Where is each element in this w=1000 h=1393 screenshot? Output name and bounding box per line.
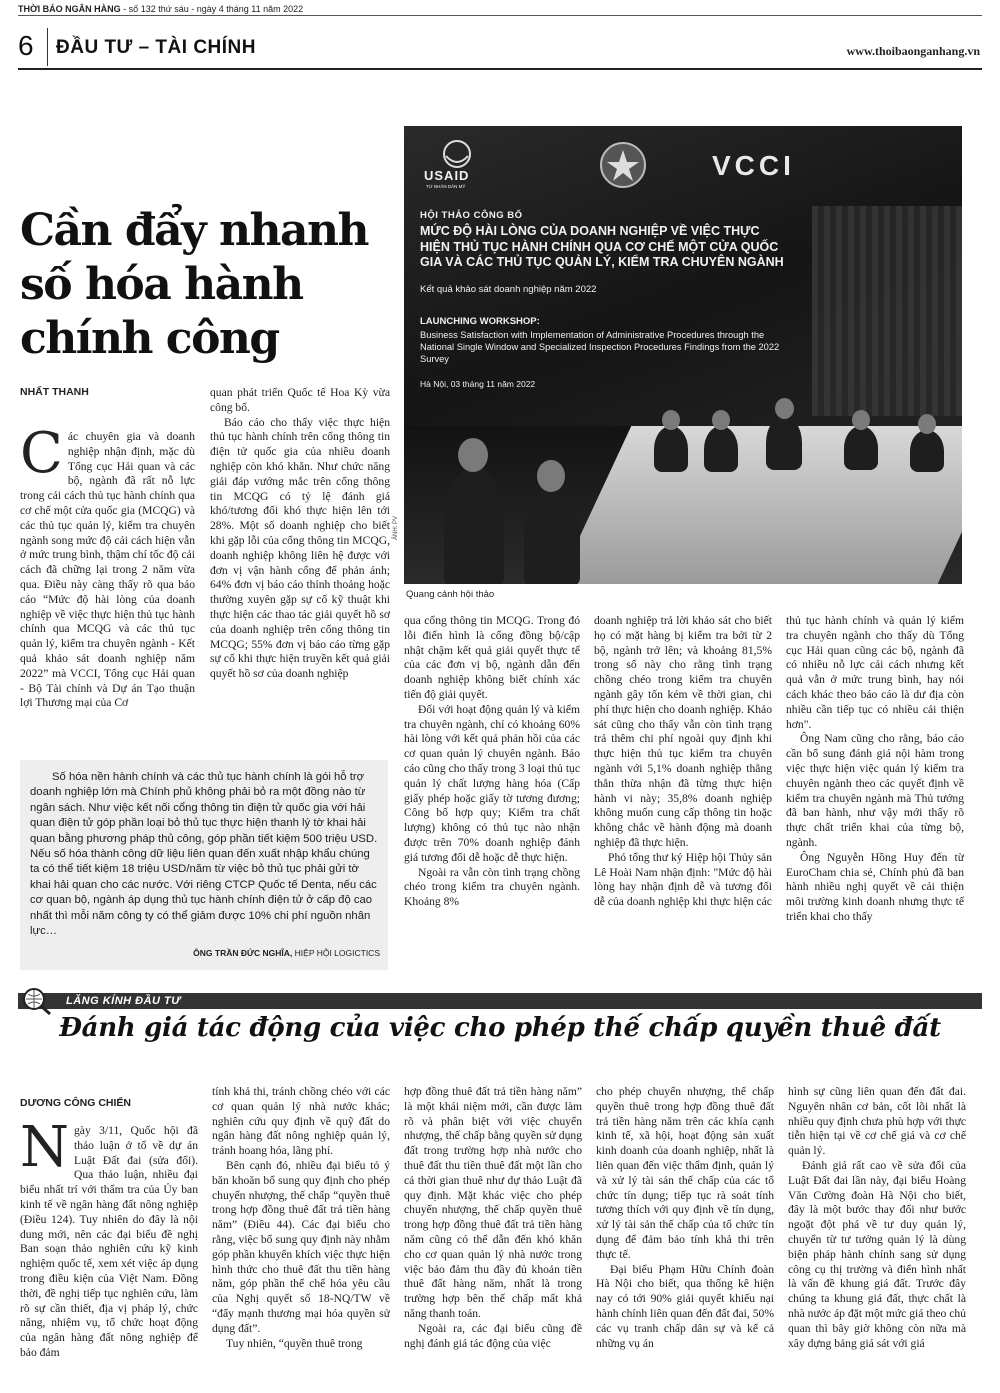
page-number: 6: [18, 30, 34, 61]
article2-column-2: [212, 1085, 390, 1393]
conference-table: [557, 426, 962, 584]
top-rule: [18, 15, 982, 16]
banner-title: MỨC ĐỘ HÀI LÒNG CỦA DOANH NGHIỆP VỀ VIỆC THỰC HIỆN THỦ TỤC HÀNH CHÍNH QUA CƠ CHẾ MỘT CỬA QUỐC GIA VÀ CÁC THỦ TỤC QUẢN LÝ, KIỂM TRA CHUYÊN NGÀNH: [420, 224, 784, 269]
site-url: www.thoibaonganhang.vn: [846, 44, 980, 58]
attendee-head: [712, 410, 730, 430]
article2-column-4: [596, 1085, 774, 1393]
photo-logos: [422, 138, 942, 193]
attendee: [910, 430, 944, 472]
photo-background: [812, 206, 962, 416]
attendee: [844, 426, 878, 470]
banner-launch: LAUNCHING WORKSHOP:: [420, 316, 540, 327]
article-column-2: [210, 386, 390, 746]
banner-date: Hà Nội, 03 tháng 11 năm 2022: [420, 379, 536, 389]
article2-column-3: [404, 1085, 582, 1393]
paragraph: gày 3/11, Quốc hội đã thảo luận ở tổ về dự án Luật Đất đai (sửa đổi). Qua thảo luận, nhiều đại biểu nhất trí với thẩm tra của Ủy ban kinh tế về ngân hàng đất nông nghiệp (Điều 124). Tuy nhiên do đây là nội dung mới, nên các đại biểu đề nghị Ban soạn thảo nghiên cứu kỹ kinh nghiệm quốc tế, xem xét việc áp dụng trong điều kiện của Việt Nam. Đồng thời, đề nghị tiếp tục nghiên cứu, làm rõ sự cần thiết, địa vị pháp lý, chức năng, nhiệm vụ, tổ chức hoạt động của ngân hàng đất nông nghiệp để bảo đảm: [20, 1124, 198, 1359]
attendee-head: [537, 460, 565, 492]
pull-quote-box: [20, 760, 388, 970]
article-column-1: [20, 430, 195, 746]
photo-caption: Quang cảnh hội thảo: [406, 589, 495, 600]
paragraph: qua cổng thông tin MCQG. Trong đó lỗi điển hình là cổng đồng bộ/cập nhật chậm kết quả giải quyết thực tế của các đơn vị bộ, ngành dẫn đến doanh nghiệp không biết chính xác tiến độ giải quyết.: [404, 614, 580, 701]
national-emblem-icon: [598, 140, 648, 190]
banner-english: Business Satisfaction with Implementation of Administrative Procedures through the National Single Window and Specialized Inspection Procedures Findings from the 2022 Survey: [420, 330, 780, 364]
paragraph: hợp đồng thuê đất trả tiền hàng năm” là một khái niệm mới, cần được làm rõ và phân biệt với việc chuyển nhượng, thế chấp bằng quyền sử dụng đất trong trường hợp nhà nước cho thuê đất thu tiền thuê đất một lần cho cả thời gian thuê như dự thảo Luật đã quy định. Mặt khác việc cho phép chuyển nhượng, thế chấp quyền thuê trong hợp đồng thuê đất trả tiền hàng năm cũng có thể dẫn đến khó khăn cho cơ quan quản lý nhà nước trong việc bảo đảm thu đầy đủ khoản tiền thuê đất hàng năm, nhất là trong trường hợp bên thế chấp mất khả năng thanh toán.: [404, 1085, 582, 1320]
article2-column-5: [788, 1085, 966, 1393]
paragraph: Ông Nguyễn Hồng Huy đến từ EuroCham chia sẻ, Chính phủ đã ban hành nhiều nghị quyết về cải thiện môi trường kinh doanh nhưng thực tế triển khai cho thấy: [786, 850, 964, 923]
photo-credit: ẢNH: PV: [393, 515, 399, 540]
paragraph: cho phép chuyển nhượng, thế chấp quyền thuê trong hợp đồng thuê đất trả tiền hàng năm trên các khía cạnh kinh tế, xã hội, hoạt động sản xuất kinh doanh của doanh nghiệp, nhất là liên quan đến việc thẩm định, quản lý và xử lý tài sản thế chấp của các tổ chức tín dụng; tiếp tục rà soát tính tương thích với quy định về tín dụng, xử lý tài sản thế chấp của tổ chức tín dụng để đảm bảo tính khả thi trên thực tế.: [596, 1085, 774, 1261]
dropcap: C: [20, 430, 63, 486]
dropcap: N: [20, 1124, 69, 1180]
paragraph: hình sự cũng liên quan đến đất đai. Nguyên nhân cơ bản, cốt lõi nhất là nhiều quy định chưa phù hợp với thực tiễn hiện tại về cơ chế giá và cơ chế quản lý.: [788, 1085, 966, 1158]
article-column-3: [404, 614, 580, 974]
paragraph: Đối với hoạt động quản lý và kiểm tra chuyên ngành, chỉ có khoảng 60% hài lòng với kết quả phản hồi của các cơ quan quản lý chuyên ngành. Báo cáo cũng cho thấy trong 3 loại thủ tục quản lý chất lượng hàng hóa (Cấp giấy phép hoặc giấy tờ tương đương; Công bố hợp quy; Kiểm tra chất lượng) không có thủ tục nào nhận được trên 70% doanh nghiệp đánh giá tương đối dễ hoặc dễ thực hiện.: [404, 702, 580, 864]
pull-quote-text: Số hóa nền hành chính và các thủ tục hành chính là gói hỗ trợ doanh nghiệp lớn mà Chính phủ không phải bỏ ra một đồng nào từ ngân sách. Như việc kết nối cổng thông tin điện tử quốc gia với hải quan điện tử góp phần loại bỏ thủ tục thực hiện thanh lý tờ khai hải quan bằng phương pháp thủ công, góp phần tiết kiệm 500 triệu USD. Nếu số hóa thành công dữ liệu liên quan đến xuất nhập khẩu chúng ta có thể tiết kiệm 18 triệu USD/năm từ việc bỏ thủ tục phải gửi tờ khai hải quan cho các nước. Với riêng CTCP Quốc tế Denta, nếu các cơ quan bộ, ngành áp dụng thủ tục hành chính điện tử ở cấp độ cao nhất thì mỗi năm công ty có thể giảm được 10% chi phí nguồn nhân lực…: [30, 771, 378, 938]
pull-quote-author-org: HIỆP HỘI LOGICTICS: [292, 948, 380, 958]
paragraph: ác chuyên gia và doanh nghiệp nhận định, mặc dù Tổng cục Hải quan và các bộ, ngành đã rất nỗ lực trong cải cách thủ tục hành chính qua cơ chế một cửa quốc gia (MCQG) và các thủ tục quản lý, kiểm tra chuyên ngành song mức độ cải cách hiện vẫn ở mức trung bình, thậm chí tốc độ cải cách đã chững lại trong 2 năm vừa qua. Điều này càng thấy rõ qua báo cáo “Mức độ hài lòng của doanh nghiệp về việc thực hiện thủ tục hành chính qua MCQG và các thủ tục quản lý, kiểm tra chuyên ngành - Kết quả khảo sát doanh nghiệp năm 2022” mà VCCI, Tổng cục Hải quan - Bộ Tài chính và Dự án Tạo thuận lợi Thương mại của Cơ: [20, 430, 195, 710]
article-byline: NHẤT THANH: [20, 386, 89, 398]
attendee-head: [852, 410, 870, 430]
article2-headline: Đánh giá tác động của việc cho phép thế chấp quyền thuê đất: [59, 1013, 941, 1043]
article-headline: Cần đẩy nhanh số hóa hành chính công: [20, 205, 368, 364]
attendee-head: [458, 438, 488, 472]
pull-quote-author: [193, 948, 380, 958]
banner-subtitle: Kết quả khảo sát doanh nghiệp năm 2022: [420, 284, 597, 295]
masthead-paper: THỜI BÁO NGÂN HÀNG: [18, 4, 121, 14]
paragraph: Phó tổng thư ký Hiệp hội Thủy sản Lê Hoài Nam nhận định: "Mức độ hài lòng hay nhận định dễ và tương đối dễ của doanh nghiệp khi thực hiện các: [594, 850, 772, 909]
section-band-label: LĂNG KÍNH ĐẦU TƯ: [66, 995, 181, 1007]
vcci-logo: VCCI: [712, 150, 795, 181]
paragraph: Ông Nam cũng cho rằng, báo cáo cần bổ sung đánh giá nội hàm trong việc thực hiện việc quản lý kiểm tra chuyên ngành theo các quyết định về kiểm tra chuyên ngành mà Thủ tướng đã ban hành, như vậy mới thấy rõ thực chất triển khai của từng bộ, ngành.: [786, 732, 964, 849]
article-column-4: [594, 614, 772, 974]
paragraph: Tuy nhiên, “quyền thuê trong: [226, 1336, 363, 1350]
attendee: [654, 426, 688, 472]
paragraph: Đánh giá rất cao về sửa đổi của Luật Đất đai lần này, đại biểu Hoàng Văn Cường đoàn Hà Nội cho biết, đây là một bước thay đổi như bước ngoặt đột phá về tư duy quản lý, chuyển từ tư tưởng quản lý là dùng biện pháp hành chính sang sử dụng công cụ thị trường và điển hình nhất là vấn đề khung giá đất. Trước đây chúng ta khung giá đất, thực chất là nhà nước áp đặt một mức giá theo chủ quan thì bây giờ không còn nữa mà xây dựng bảng giá sát với giá: [788, 1158, 966, 1350]
attendee: [766, 416, 802, 470]
attendee-head: [918, 414, 936, 434]
masthead: [18, 2, 980, 16]
paragraph: doanh nghiệp trả lời khảo sát cho biết họ có mặt hàng bị kiểm tra bởi từ 2 bộ, ngành trở lên; và khoảng 81,5% trong số này cho rằng tình trạng chồng chéo trong kiểm tra chuyên ngành gây tốn kém về thời gian, chi phí thực hiện cho doanh nghiệp. Khảo sát cũng cho thấy vẫn còn tình trạng trả thêm chi phí ngoài quy định khi thực hiện thủ tục kiểm tra chuyên ngành với 5,1% doanh nghiệp thẳng thắn thừa nhận đã từng thực hiện hành vi này; 35,8% doanh nghiệp không muốn cung cấp thông tin hoặc không chắc về hành động mà doanh nghiệp đã thực hiện.: [594, 614, 772, 849]
article2-column-1: [20, 1124, 198, 1393]
paragraph: Đại biểu Phạm Hữu Chính đoàn Hà Nội cho biết, qua thống kê hiện nay có tới 90% giải quyết khiếu nại hành chính liên quan đến đất đai, 50% các vụ tranh chấp dân sự và kể cả những vụ án: [596, 1262, 774, 1350]
section-title: ĐẦU TƯ – TÀI CHÍNH: [56, 37, 256, 58]
attendee-head: [662, 410, 680, 430]
paragraph: Báo cáo cho thấy việc thực hiện thủ tục hành chính trên cổng thông tin điện tử quốc gia của nhiều doanh nghiệp còn khó khăn. Như chức năng giải đáp vướng mắc trên cổng thông tin MCQG có tỷ lệ đánh giá khó/tương đối khó thực hiện lên tới 28%. Một số doanh nghiệp cho biết khi gặp lỗi của cổng thông tin MCQG, doanh nghiệp không liên hệ được với đơn vị vận hành cổng để phản ánh; 64% đơn vị báo cáo thỉnh thoảng hoặc thường xuyên gặp sự cố kỹ thuật khi thực hiện các thao tác giải quyết hồ sơ của doanh nghiệp trên cổng thông tin MCQG; 55% đơn vị báo cáo từng gặp sự cố khi thực hiện truyền kết quả giải quyết hồ sơ của doanh nghiệp: [210, 415, 390, 681]
paragraph: Ngoài ra, các đại biểu cũng đề nghị đánh giá tác động của việc: [404, 1321, 582, 1350]
conference-photo: [404, 126, 962, 584]
paragraph: tính khả thi, tránh chồng chéo với các cơ quan quản lý nhà nước khác; nghiên cứu quy định về quỹ đất do ngân hàng đất nông nghiệp quản lý, tránh hoang hóa, lãng phí.: [212, 1085, 390, 1158]
paragraph: Ngoài ra vẫn còn tình trạng chồng chéo trong kiểm tra chuyên ngành. Khoảng 8%: [404, 865, 580, 909]
attendee: [704, 426, 738, 472]
usaid-tagline: TỪ NHÂN DÂN MỸ: [426, 184, 466, 189]
article-column-5: [786, 614, 964, 974]
header-rule: [18, 68, 982, 70]
page-number-divider: [47, 28, 48, 66]
article2-byline: DƯƠNG CÔNG CHIẾN: [20, 1097, 132, 1109]
usaid-wordmark: USAID: [424, 168, 470, 183]
pull-quote-author-name: ÔNG TRẦN ĐỨC NGHĨA,: [193, 948, 293, 958]
attendee: [444, 466, 504, 584]
attendee-head: [775, 398, 794, 419]
paragraph: quan phát triển Quốc tế Hoa Kỳ vừa công bố.: [210, 386, 390, 414]
masthead-issue: - số 132 thứ sáu - ngày 4 tháng 11 năm 2022: [120, 4, 304, 14]
attendee: [524, 486, 580, 584]
paragraph: thủ tục hành chính và quản lý kiểm tra chuyên ngành cho thấy dù Tổng cục Hải quan cũng các bộ, ngành đã có nhiều nỗ lực cải cách nhưng kết quả vẫn ở mức trung bình, hay nói cách khác theo báo cáo là dư địa còn nhiều cần tiếp tục có nhiều cải thiện hơn".: [786, 614, 964, 731]
paragraph: Bên cạnh đó, nhiều đại biểu tỏ ý băn khoăn bổ sung quy định cho phép chuyển nhượng, thế chấp “quyền thuê trong hợp đồng thuê đất trả tiền hàng năm” (Điều 44). Các đại biểu cho rằng, việc bổ sung quy định này nhằm góp phần khuyến khích việc thực hiện hình thức cho thuê đất thu tiền hàng năm, góp phần thể chế hóa yêu cầu của Nghị quyết số 18-NQ/TW về “đẩy mạnh thương mại hóa quyền sử dụng đất”.: [212, 1158, 390, 1335]
banner-kicker: HỘI THẢO CÔNG BỐ: [420, 210, 523, 221]
